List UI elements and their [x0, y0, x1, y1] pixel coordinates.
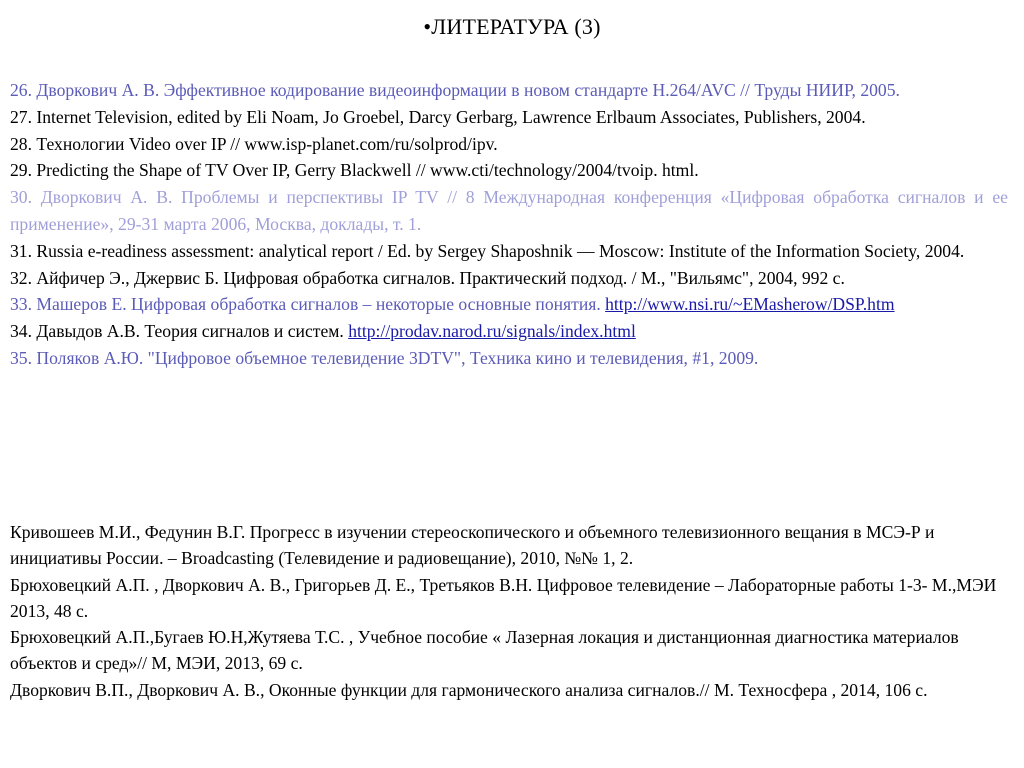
reference-item-26	[10, 77, 1008, 104]
slide-title: •ЛИТЕРАТУРА (3)	[423, 14, 601, 39]
extra-reference-item: Брюховецкий А.П. , Дворкович А. В., Григорьев Д. Е., Третьяков В.Н. Цифровое телевидение – Лабораторные работы 1-3- М.,МЭИ 2013, 48 с.	[10, 574, 997, 621]
reference-item-33	[10, 291, 1008, 318]
reference-text: 34. Давыдов А.В. Теория сигналов и систем.	[10, 321, 349, 342]
extra-reference-item: Брюховецкий А.П.,Бугаев Ю.Н,Жутяева Т.С. , Учебное пособие « Лазерная локация и дистанционная диагностика материалов объектов и сред»// М, МЭИ, 2013, 69 с.	[10, 627, 959, 674]
extra-reference-item: Кривошеев М.И., Федунин В.Г. Прогресс в изучении стереоскопического и объемного телевизионного вещания в МСЭ-Р и инициативы России. – Broadcasting (Телевидение и радиовещание), 2010, №№ 1, 2.	[10, 522, 935, 569]
reference-text: 35. Поляков А.Ю. "Цифровое объемное телевидение 3DTV", Техника кино и телевидения, #1, 2009.	[10, 347, 759, 368]
reference-text: 28. Технологии Video over IP // www.isp-planet.com/ru/solprod/ipv.	[10, 133, 498, 154]
reference-text: 27. Internet Television, edited by Eli Noam, Jo Groebel, Darcy Gerbarg, Lawrence Erlbaum Associates, Publishers, 2004.	[10, 106, 866, 127]
reference-item-27	[10, 104, 1008, 131]
reference-item-28	[10, 131, 1008, 158]
reference-item-30	[10, 184, 1008, 238]
reference-text: 26. Дворкович А. В. Эффективное кодирование видеоинформации в новом стандарте H.264/AVC // Труды НИИР, 2005.	[10, 80, 900, 100]
reference-text: 29. Predicting the Shape of TV Over IP, Gerry Blackwell // www.cti/technology/2004/tvoip. html.	[10, 160, 699, 181]
reference-item-34	[10, 318, 1008, 345]
reference-text: 33. Машеров Е. Цифровая обработка сигналов – некоторые основные понятия.	[10, 294, 606, 315]
reference-text: 30. Дворкович А. В. Проблемы и перспективы IP TV // 8 Международная конференция «Цифровая обработка сигналов и ее применение», 29-31 марта 2006, Москва, доклады, т. 1.	[10, 187, 1008, 234]
reference-text: 32. Айфичер Э., Джервис Б. Цифровая обработка сигналов. Практический подход. / М., "Вильямс", 2004, 992 с.	[10, 267, 845, 288]
reference-item-29	[10, 157, 1008, 184]
reference-link-34[interactable]: http://prodav.narod.ru/signals/index.html	[348, 321, 636, 342]
extra-reference-list	[10, 519, 1000, 703]
reference-text: 31. Russia e-readiness assessment: analytical report / Ed. by Sergey Shaposhnik — Moscow: Institute of the Information Society, 2004.	[10, 240, 965, 261]
reference-item-31	[10, 238, 1008, 265]
reference-link-33[interactable]: http://www.nsi.ru/~EMasherow/DSP.htm	[605, 294, 895, 315]
reference-item-32	[10, 265, 1008, 292]
reference-list	[10, 77, 1008, 372]
extra-reference-item: Дворкович В.П., Дворкович А. В., Оконные функции для гармонического анализа сигналов.// М. Техносфера , 2014, 106 с.	[10, 679, 928, 700]
reference-item-35	[10, 345, 1008, 372]
